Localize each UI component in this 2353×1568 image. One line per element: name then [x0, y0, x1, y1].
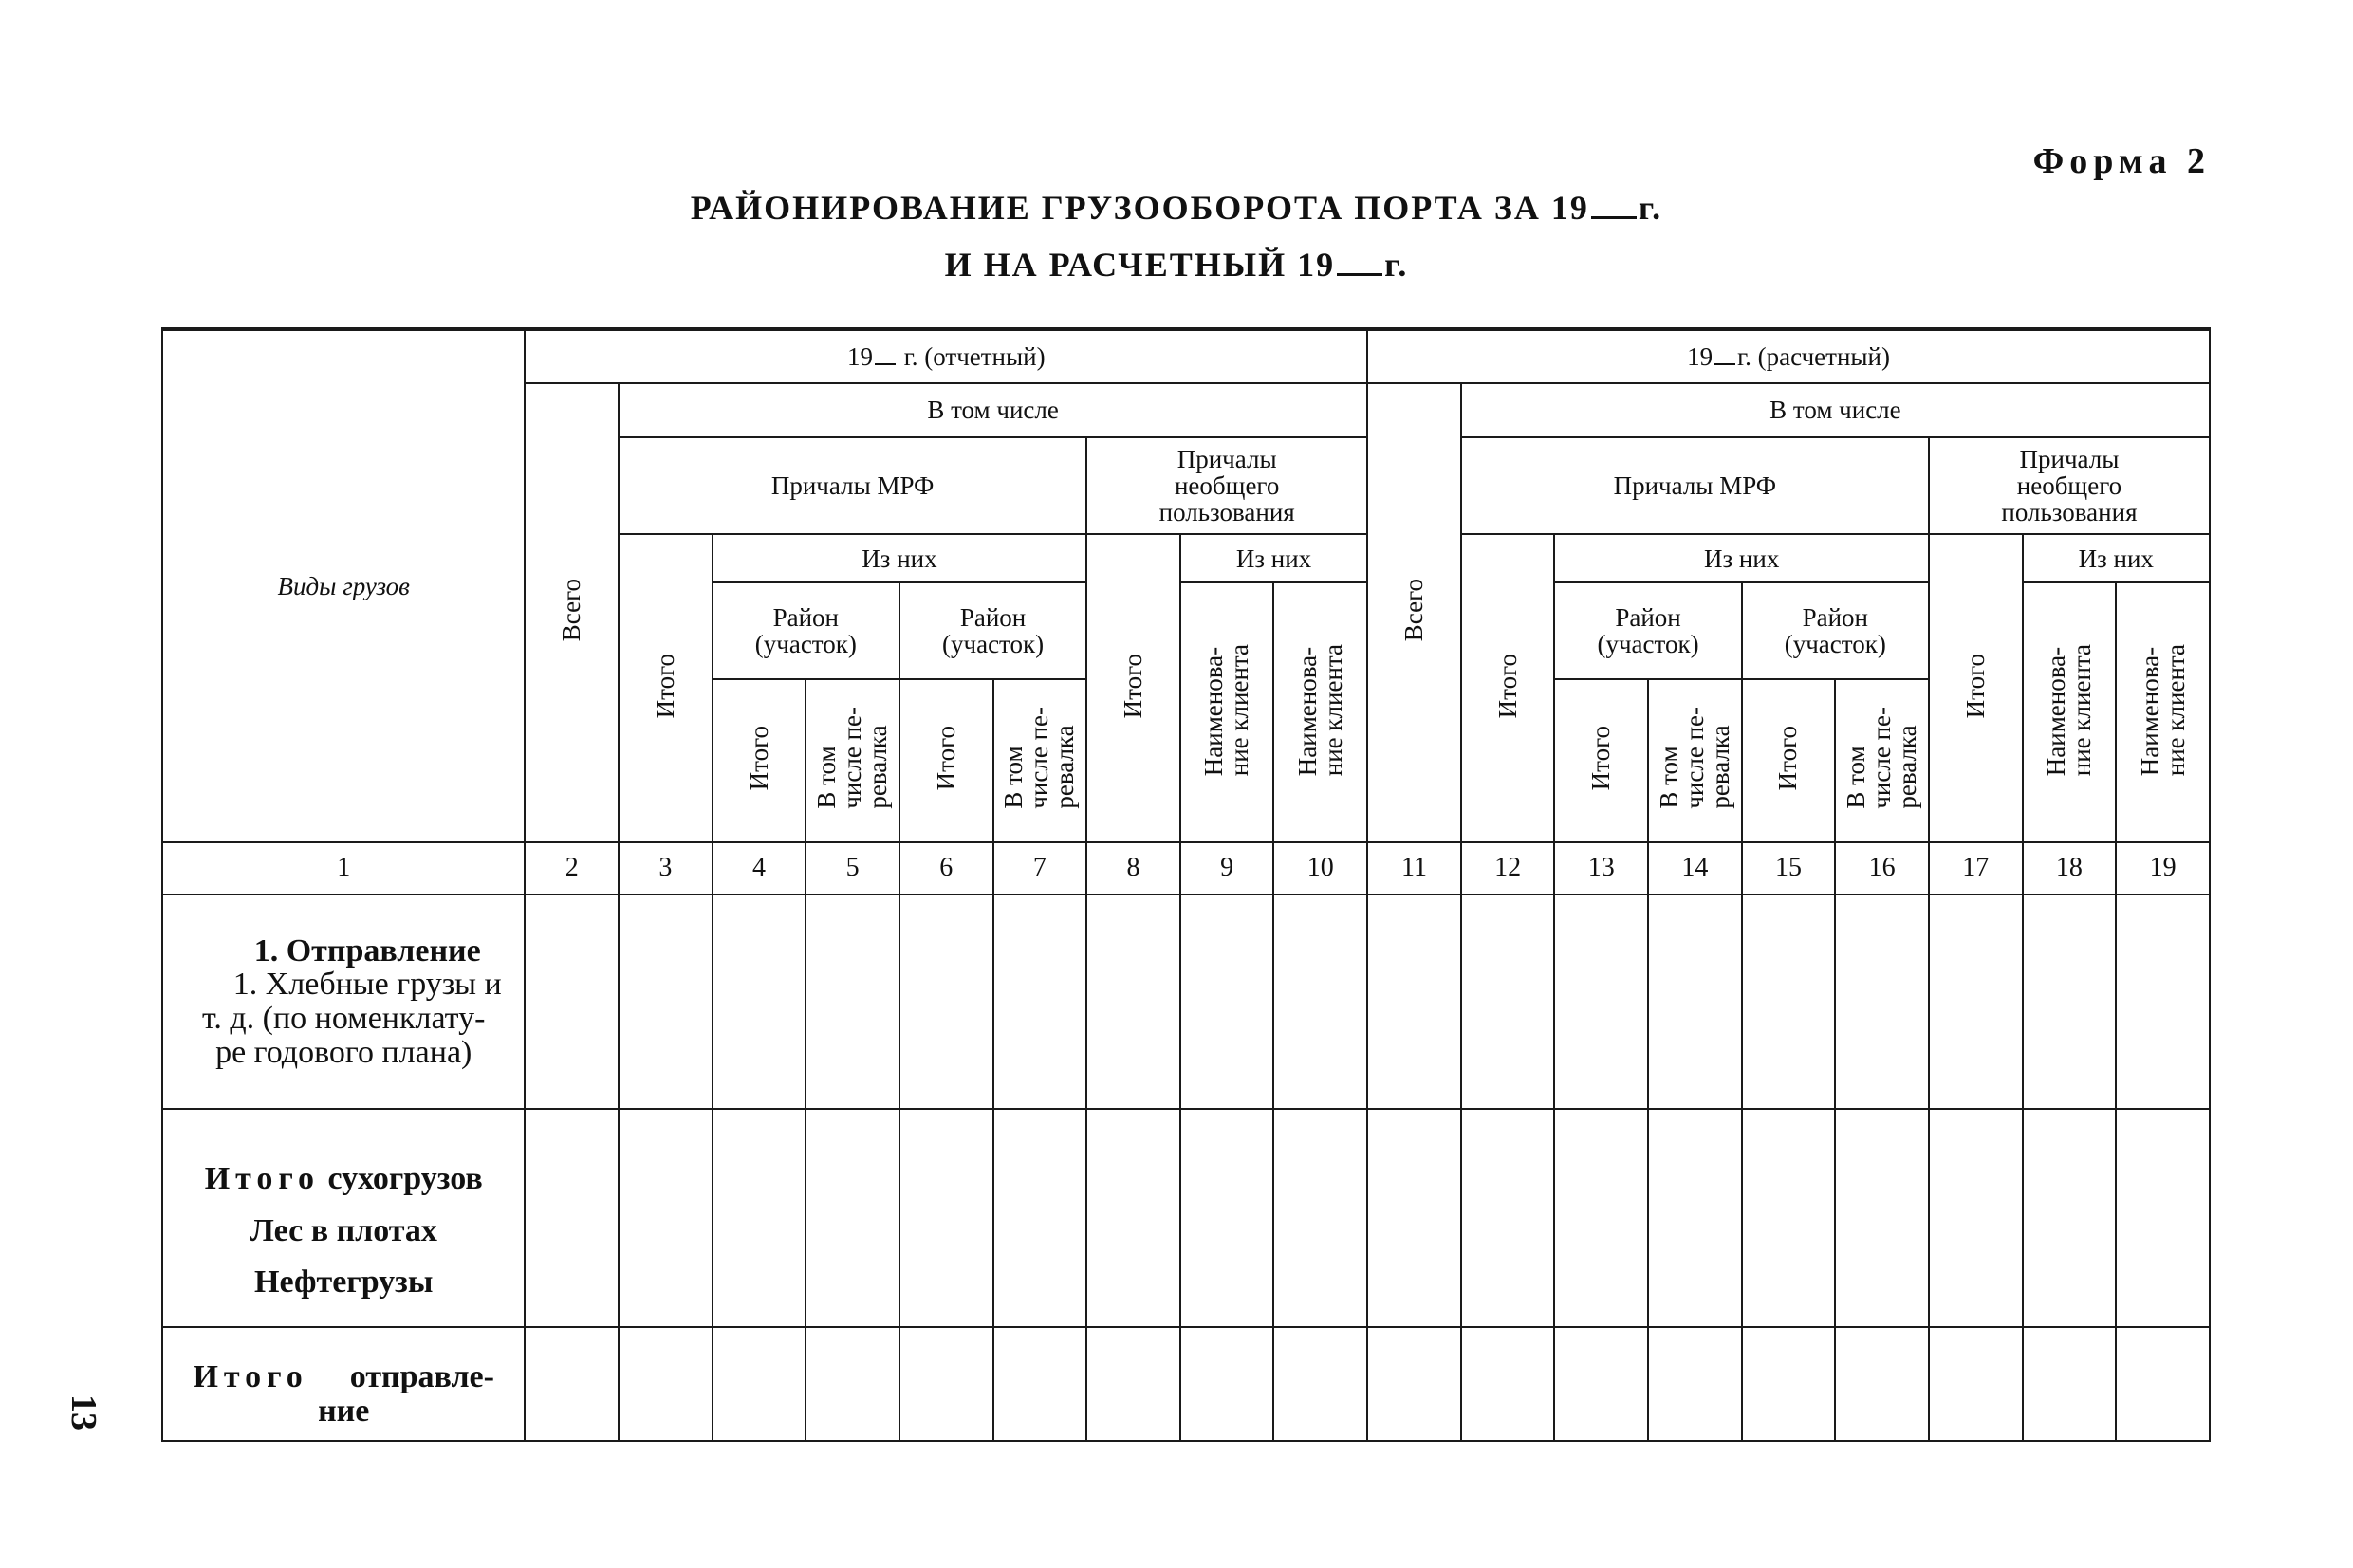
cell	[2116, 1109, 2210, 1327]
cell	[619, 1327, 713, 1441]
header-col-12-text: Итого	[1492, 653, 1522, 718]
page-number: 13	[64, 1394, 103, 1430]
header-col-7	[993, 679, 1087, 841]
header-period-plan	[1367, 329, 2210, 383]
row-dry-cargo-total	[163, 1153, 524, 1205]
col-num-19: 19	[2116, 842, 2210, 895]
document-title-line-2	[0, 245, 2353, 285]
header-private-berths-plan-text: Причалы необщего пользования	[2001, 444, 2138, 527]
header-col-4	[713, 679, 806, 841]
row-grain-line-2: т. д. (по номенклату-	[202, 1000, 486, 1036]
total-dispatch-word: Итого	[193, 1359, 308, 1395]
cell	[1929, 1109, 2023, 1327]
header-mrf-berths-plan: Причалы МРФ	[1461, 437, 1929, 534]
header-district-1-report	[713, 582, 899, 679]
header-district-1-plan-text: Район (участок)	[1597, 602, 1699, 659]
header-including-plan: В том числе	[1461, 383, 2210, 437]
header-including-report: В том числе	[619, 383, 1367, 437]
table-row	[162, 1109, 2210, 1327]
cell	[1180, 895, 1274, 1109]
cell	[1367, 895, 1461, 1109]
total-dispatch-label-cont: ние	[318, 1393, 370, 1429]
cell	[2116, 895, 2210, 1109]
cell	[1648, 895, 1742, 1109]
cell	[1835, 1327, 1929, 1441]
cell	[1180, 1109, 1274, 1327]
header-of-them-mrf-report: Из них	[713, 534, 1087, 582]
col-num-2: 2	[525, 842, 619, 895]
header-col-10	[1273, 582, 1367, 841]
header-col-17	[1929, 534, 2023, 841]
header-col-2	[525, 383, 619, 841]
col-num-17: 17	[1929, 842, 2023, 895]
cell	[713, 1327, 806, 1441]
header-district-2-plan	[1742, 582, 1929, 679]
header-col-12	[1461, 534, 1555, 841]
cell	[806, 895, 899, 1109]
cell	[993, 895, 1087, 1109]
header-col-8	[1086, 534, 1180, 841]
col-num-13: 13	[1554, 842, 1648, 895]
header-district-2-plan-text: Район (участок)	[1784, 602, 1886, 659]
cell	[1273, 1109, 1367, 1327]
header-district-1-plan	[1554, 582, 1741, 679]
row-oil-cargo: Нефтегрузы	[254, 1264, 434, 1301]
col-num-12: 12	[1461, 842, 1555, 895]
cell	[713, 1109, 806, 1327]
row-label-dry-cargo	[162, 1109, 525, 1327]
cell	[1648, 1109, 1742, 1327]
cell	[619, 1109, 713, 1327]
cell	[1929, 895, 2023, 1109]
cell	[525, 1327, 619, 1441]
header-col-17-text: Итого	[1960, 653, 1990, 718]
col-num-14: 14	[1648, 842, 1742, 895]
cell	[1086, 1327, 1180, 1441]
cell	[1648, 1327, 1742, 1441]
col-num-15: 15	[1742, 842, 1836, 895]
cell	[1461, 1327, 1555, 1441]
form-label: Форма 2	[2032, 141, 2211, 181]
title-line-2-text: И НА РАСЧЕТНЫЙ 19	[944, 246, 1336, 284]
header-col-14	[1648, 679, 1742, 841]
header-district-2-report	[899, 582, 1086, 679]
total-dispatch-label: отправле-	[349, 1359, 494, 1395]
title-line-1-suffix: г.	[1638, 189, 1663, 227]
header-col-9-text: Наименова- ние клиента	[1199, 643, 1254, 776]
period-report-label: г. (отчетный)	[897, 341, 1046, 371]
header-of-them-private-plan: Из них	[2023, 534, 2210, 582]
cell	[899, 1109, 993, 1327]
row-grain-line-3: ре годового плана)	[215, 1034, 472, 1070]
row-timber-rafts: Лес в плотах	[250, 1212, 437, 1248]
header-of-them-mrf-plan: Из них	[1554, 534, 1929, 582]
cell	[1554, 895, 1648, 1109]
section-title-dispatch: 1. Отправление	[253, 932, 481, 968]
document-title-line-1	[0, 188, 2353, 228]
header-col-3-text: Итого	[650, 653, 679, 718]
header-col-16-text: В том числе пе- ревалка	[1842, 707, 1922, 810]
col-num-7: 7	[993, 842, 1087, 895]
cell	[1742, 1109, 1836, 1327]
col-num-10: 10	[1273, 842, 1367, 895]
header-col-6-text: Итого	[931, 726, 960, 791]
cell	[1367, 1109, 1461, 1327]
table-row	[162, 1327, 2210, 1441]
col-num-6: 6	[899, 842, 993, 895]
table-row	[162, 895, 2210, 1109]
year-blank	[1337, 273, 1382, 276]
header-col-18	[2023, 582, 2117, 841]
header-col-11-text: Всего	[1399, 579, 1428, 642]
header-col-16	[1835, 679, 1929, 841]
header-col-15-text: Итого	[1773, 726, 1803, 791]
cell	[1273, 895, 1367, 1109]
header-mrf-berths-report: Причалы МРФ	[619, 437, 1086, 534]
header-cargo-types	[162, 329, 525, 842]
row-total-dispatch	[163, 1360, 524, 1394]
cell	[899, 895, 993, 1109]
dry-cargo-total-word: Итого	[204, 1161, 320, 1197]
col-num-11: 11	[1367, 842, 1461, 895]
header-district-2-report-text: Район (участок)	[942, 602, 1045, 659]
cell	[1461, 1109, 1555, 1327]
col-num-4: 4	[713, 842, 806, 895]
col-num-5: 5	[806, 842, 899, 895]
cell	[993, 1109, 1087, 1327]
cell	[1273, 1327, 1367, 1441]
col-num-16: 16	[1835, 842, 1929, 895]
cell	[1929, 1327, 2023, 1441]
cell	[2023, 1109, 2117, 1327]
header-private-berths-plan	[1929, 437, 2210, 534]
header-col-11	[1367, 383, 1461, 841]
period-report-year: 19	[846, 341, 873, 371]
cell	[806, 1327, 899, 1441]
cell	[525, 1109, 619, 1327]
row-grain-line-1: 1. Хлебные грузы и	[232, 967, 502, 1003]
cell	[806, 1109, 899, 1327]
column-number-row	[162, 842, 2210, 895]
cell	[993, 1327, 1087, 1441]
row-label-total-dispatch	[162, 1327, 525, 1441]
year-blank	[1591, 216, 1637, 219]
cell	[2023, 1327, 2117, 1441]
row-label-dispatch	[162, 895, 525, 1109]
header-col-13-text: Итого	[1586, 726, 1616, 791]
cell	[619, 895, 713, 1109]
header-col-2-text: Всего	[557, 579, 586, 642]
cell	[2116, 1327, 2210, 1441]
header-col-9	[1180, 582, 1274, 841]
header-col-10-text: Наименова- ние клиента	[1292, 643, 1347, 776]
header-col-5	[806, 679, 899, 841]
cell	[525, 895, 619, 1109]
cell	[713, 895, 806, 1109]
cell	[899, 1327, 993, 1441]
header-col-5-text: В том числе пе- ревалка	[812, 707, 893, 810]
header-col-3	[619, 534, 713, 841]
cell	[1180, 1327, 1274, 1441]
header-col-7-text: В том числе пе- ревалка	[999, 707, 1080, 810]
period-plan-label: г. (расчетный)	[1737, 341, 1890, 371]
header-cargo-types-text: Виды грузов	[277, 571, 410, 600]
header-col-18-text: Наименова- ние клиента	[2041, 643, 2096, 776]
header-col-4-text: Итого	[744, 726, 773, 791]
header-col-6	[899, 679, 993, 841]
period-plan-year: 19	[1687, 341, 1714, 371]
title-line-1-text: РАЙОНИРОВАНИЕ ГРУЗООБОРОТА ПОРТА ЗА 19	[690, 189, 1589, 227]
header-of-them-private-report: Из них	[1180, 534, 1367, 582]
year-blank	[1714, 363, 1735, 365]
dry-cargo-total-label: сухогрузов	[327, 1161, 483, 1197]
header-district-1-report-text: Район (участок)	[754, 602, 857, 659]
col-num-18: 18	[2023, 842, 2117, 895]
col-num-3: 3	[619, 842, 713, 895]
header-private-berths-report-text: Причалы необщего пользования	[1158, 444, 1295, 527]
col-num-8: 8	[1086, 842, 1180, 895]
header-col-15	[1742, 679, 1836, 841]
cell	[1086, 895, 1180, 1109]
cell	[1461, 895, 1555, 1109]
header-private-berths-report	[1086, 437, 1367, 534]
col-num-9: 9	[1180, 842, 1274, 895]
header-col-8-text: Итого	[1119, 653, 1147, 718]
year-blank	[875, 363, 896, 365]
header-col-14-text: В том числе пе- ревалка	[1654, 707, 1734, 810]
cargo-zoning-table	[161, 327, 2211, 1442]
header-period-report	[525, 329, 1367, 383]
cell	[2023, 895, 2117, 1109]
title-line-2-suffix: г.	[1384, 246, 1409, 284]
cell	[1554, 1327, 1648, 1441]
cell	[1835, 1109, 1929, 1327]
cell	[1835, 895, 1929, 1109]
header-col-19-text: Наименова- ние клиента	[2135, 643, 2190, 776]
cell	[1742, 1327, 1836, 1441]
cell	[1367, 1327, 1461, 1441]
col-num-1: 1	[162, 842, 525, 895]
cell	[1742, 895, 1836, 1109]
header-col-19	[2116, 582, 2210, 841]
cell	[1554, 1109, 1648, 1327]
cell	[1086, 1109, 1180, 1327]
header-col-13	[1554, 679, 1648, 841]
